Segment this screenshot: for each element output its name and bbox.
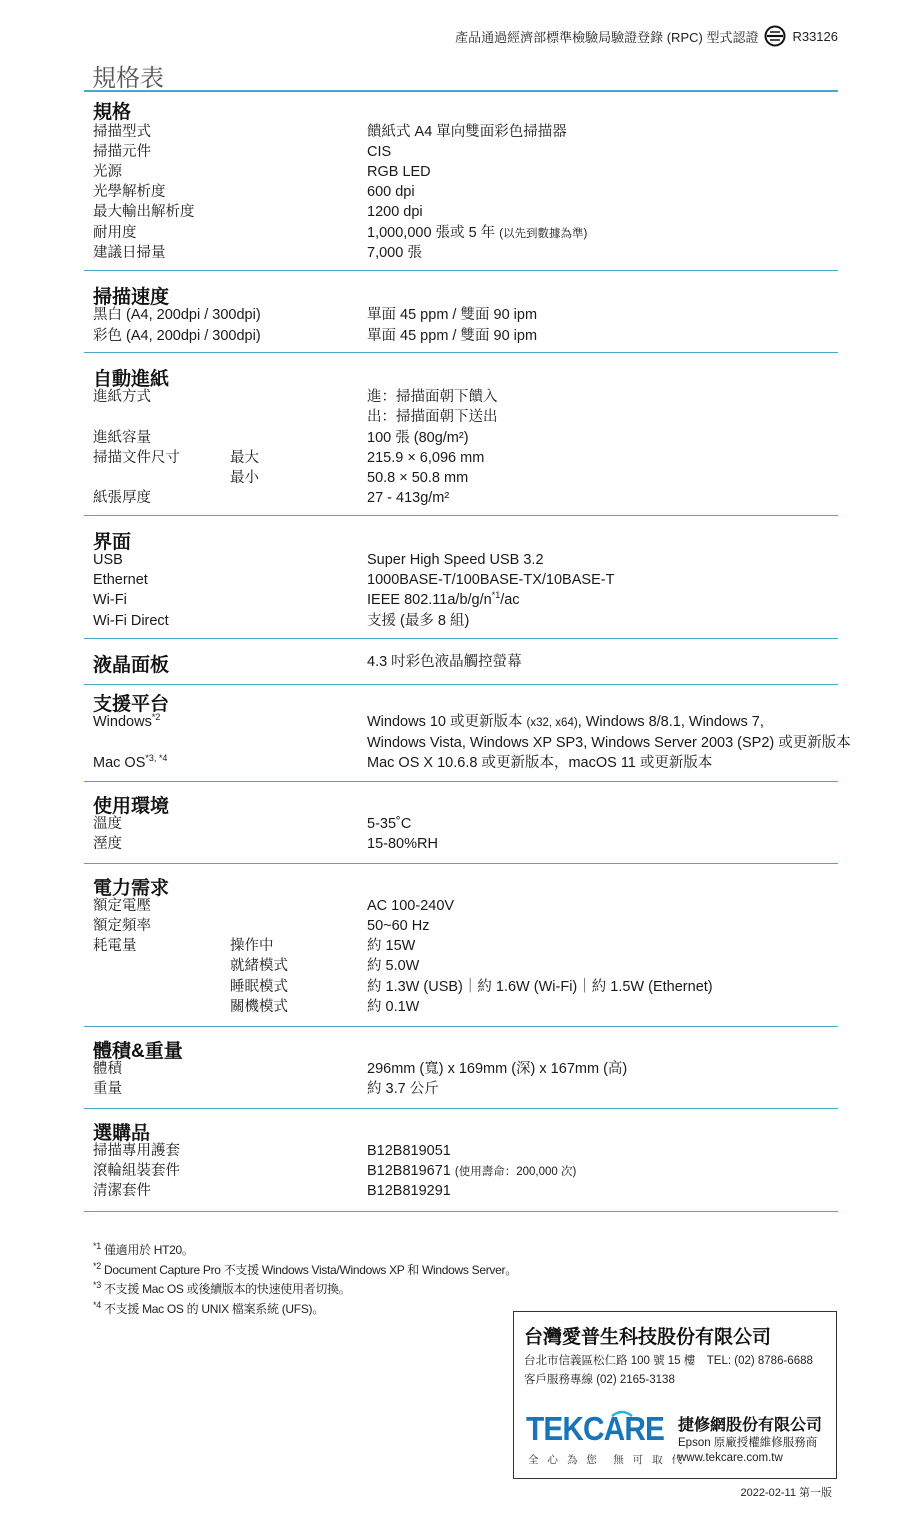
title-bar xyxy=(84,58,838,92)
spec-value: 單面 45 ppm / 雙面 90 ipm xyxy=(367,307,538,323)
windows-label: Windows xyxy=(93,714,152,730)
mac-label: Mac OS xyxy=(93,755,146,771)
durability-note: (以先到數據為準) xyxy=(499,228,588,240)
section-platform xyxy=(84,684,851,782)
spec-label: 光源 xyxy=(93,164,122,180)
edition-date: 2022-02-11 第一版 xyxy=(740,1487,832,1499)
section-title: 掃描速度 xyxy=(93,287,170,308)
section-title: 使用環境 xyxy=(93,796,170,817)
spec-label: Ethernet xyxy=(93,572,148,588)
tekcare-logo-text: TEKCARE xyxy=(526,1410,664,1444)
section-title: 界面 xyxy=(93,532,132,553)
spec-value xyxy=(367,590,520,610)
spec-value: 約 1.3W (USB)｜約 1.6W (Wi-Fi)｜約 1.5W (Ethernet) xyxy=(367,979,713,995)
spec-label: 光學解析度 xyxy=(93,184,166,200)
footnote-mark: *3 xyxy=(93,1280,101,1290)
spec-value: 進：掃描面朝下饋入 xyxy=(367,389,498,405)
footnote xyxy=(93,1280,517,1300)
spec-label: 滾輪組裝套件 xyxy=(93,1163,180,1179)
partner-description: Epson 原廠授權維修服務商 xyxy=(678,1437,818,1449)
spec-label: 額定電壓 xyxy=(93,898,151,914)
spec-label: 重量 xyxy=(93,1081,122,1097)
section-title: 自動進紙 xyxy=(93,369,170,390)
section-title: 電力需求 xyxy=(93,878,170,899)
spec-value: 50~60 Hz xyxy=(367,918,430,934)
footnote-mark: *1 xyxy=(93,1241,101,1251)
roller-value: B12B819671 xyxy=(367,1163,451,1179)
spec-sublabel: 就緒模式 xyxy=(230,958,288,974)
spec-label: 建議日掃量 xyxy=(93,245,166,261)
section-speed xyxy=(84,270,838,353)
section-spec xyxy=(84,92,838,271)
spec-label: 黑白 (A4, 200dpi / 300dpi) xyxy=(93,307,261,323)
spec-label: 進紙方式 xyxy=(93,389,151,405)
windows-value: Windows 10 或更新版本 xyxy=(367,714,527,730)
durability-value: 1,000,000 張或 5 年 xyxy=(367,225,496,241)
footnote-mark: *3, *4 xyxy=(145,753,168,764)
tekcare-slogan: 全 心 為 您 無 可 取 代 xyxy=(528,1454,686,1466)
footnote-mark: *2 xyxy=(151,712,161,723)
section-title: 液晶面板 xyxy=(93,655,170,676)
section-title: 支援平台 xyxy=(93,694,170,715)
spec-label: Wi-Fi Direct xyxy=(93,613,169,629)
footnotes xyxy=(93,1241,517,1319)
bsmi-logo-icon xyxy=(764,25,786,47)
section-environment xyxy=(84,781,838,864)
spec-label: 最大輸出解析度 xyxy=(93,204,195,220)
spec-value: 單面 45 ppm / 雙面 90 ipm xyxy=(367,328,538,344)
spec-value: 27 - 413g/m² xyxy=(367,490,450,506)
spec-value: 50.8 × 50.8 mm xyxy=(367,470,469,486)
spec-value: 15-80%RH xyxy=(367,836,438,852)
windows-value-rest: , Windows 8/8.1, Windows 7, xyxy=(577,714,764,730)
spec-label: 耐用度 xyxy=(93,225,137,241)
rpc-certification xyxy=(455,25,838,47)
spec-label: 進紙容量 xyxy=(93,430,151,446)
spec-value: AC 100-240V xyxy=(367,898,455,914)
section-title: 選購品 xyxy=(93,1123,151,1144)
spec-value: 約 3.7 公斤 xyxy=(367,1081,439,1097)
spec-label: 掃描元件 xyxy=(93,144,151,160)
spec-value: Windows Vista, Windows XP SP3, Windows Server 2003 (SP2) 或更新版本 xyxy=(367,735,851,751)
section-interface xyxy=(84,515,838,639)
spec-label: Wi-Fi xyxy=(93,592,127,608)
section-options xyxy=(84,1108,838,1212)
spec-value: 1200 dpi xyxy=(367,204,423,220)
spec-label: 溼度 xyxy=(93,836,122,852)
wifi-value-ac: /ac xyxy=(500,592,520,608)
footnote-text: 不支援 Mac OS 的 UNIX 檔案系統 (UFS)。 xyxy=(100,1301,324,1316)
spec-value: CIS xyxy=(367,144,392,160)
spec-value: 約 5.0W xyxy=(367,958,420,974)
spec-value: 約 0.1W xyxy=(367,999,420,1015)
footnote-mark: *1 xyxy=(491,590,501,601)
spec-label: 紙張厚度 xyxy=(93,490,151,506)
spec-value: 饋紙式 A4 單向雙面彩色掃描器 xyxy=(367,124,567,140)
spec-label: USB xyxy=(93,552,123,568)
spec-value: 支援 (最多 8 組) xyxy=(367,613,470,629)
roller-note: (使用壽命：200,000 次) xyxy=(454,1166,577,1178)
spec-value: 100 張 (80g/m²) xyxy=(367,430,469,446)
spec-label: 彩色 (A4, 200dpi / 300dpi) xyxy=(93,328,261,344)
spec-label: 掃描文件尺寸 xyxy=(93,450,180,466)
section-power xyxy=(84,863,838,1027)
cert-code: R33126 xyxy=(792,28,838,44)
footnote xyxy=(93,1261,517,1281)
spec-label: 耗電量 xyxy=(93,938,137,954)
footnote-mark: *4 xyxy=(93,1299,101,1310)
spec-value: B12B819291 xyxy=(367,1183,451,1199)
spec-label: 掃描型式 xyxy=(93,124,151,140)
wifi-value: IEEE 802.11a/b/g/n xyxy=(367,592,492,608)
spec-value: 600 dpi xyxy=(367,184,415,200)
windows-arch: (x32, x64) xyxy=(526,717,578,729)
partner-url[interactable]: www.tekcare.com.tw xyxy=(678,1452,783,1464)
spec-sublabel: 關機模式 xyxy=(230,999,288,1015)
footnote-text: 僅適用於 HT20。 xyxy=(100,1243,194,1257)
spec-value: 215.9 × 6,096 mm xyxy=(367,450,485,466)
spec-value xyxy=(367,712,764,733)
spec-sublabel: 最大 xyxy=(230,450,259,466)
spec-label: 溫度 xyxy=(93,816,122,832)
section-adf xyxy=(84,352,838,516)
spec-label: 體積 xyxy=(93,1061,122,1077)
spec-value: Mac OS X 10.6.8 或更新版本，macOS 11 或更新版本 xyxy=(367,755,713,771)
section-dimension xyxy=(84,1026,838,1109)
tekcare-logo xyxy=(526,1410,666,1444)
spec-sublabel: 操作中 xyxy=(230,938,274,954)
spec-label: 清潔套件 xyxy=(93,1183,151,1199)
spec-value: 4.3 吋彩色液晶觸控螢幕 xyxy=(367,654,522,670)
spec-value xyxy=(367,1161,576,1182)
section-title: 體積&重量 xyxy=(93,1041,183,1062)
company-info-box xyxy=(513,1311,837,1479)
cert-text: 產品通過經濟部標準檢驗局驗證登錄 (RPC) 型式認證 xyxy=(455,29,759,45)
spec-value: Super High Speed USB 3.2 xyxy=(367,552,544,568)
footnote xyxy=(93,1300,517,1320)
footnote xyxy=(93,1241,517,1261)
partner-name: 捷修網股份有限公司 xyxy=(678,1417,823,1434)
spec-value: B12B819051 xyxy=(367,1143,451,1159)
section-lcd xyxy=(84,638,838,685)
spec-label: 掃描專用護套 xyxy=(93,1143,180,1159)
spec-value: 296mm (寬) x 169mm (深) x 167mm (高) xyxy=(367,1061,628,1077)
page-title: 規格表 xyxy=(92,65,164,92)
company-service-line: 客戶服務專線 (02) 2165-3138 xyxy=(524,1374,675,1386)
spec-sublabel: 最小 xyxy=(230,470,259,486)
company-name: 台灣愛普生科技股份有限公司 xyxy=(524,1327,772,1348)
spec-label xyxy=(93,712,160,732)
spec-value: 1000BASE-T/100BASE-TX/10BASE-T xyxy=(367,572,615,588)
spec-value: 7,000 張 xyxy=(367,245,422,261)
spec-value: 出：掃描面朝下送出 xyxy=(367,409,498,425)
company-address: 台北市信義區松仁路 100 號 15 樓 TEL: (02) 8786-6688 xyxy=(524,1355,813,1367)
spec-label: 額定頻率 xyxy=(93,918,151,934)
spec-label xyxy=(93,753,167,773)
spec-value: 5-35˚C xyxy=(367,816,412,832)
footnote-text: Document Capture Pro 不支援 Windows Vista/Windows XP 和 Windows Server。 xyxy=(100,1262,517,1277)
spec-value: 約 15W xyxy=(367,938,416,954)
spec-value xyxy=(367,223,587,244)
spec-value: RGB LED xyxy=(367,164,431,180)
footnote-mark: *2 xyxy=(93,1260,101,1271)
section-title: 規格 xyxy=(93,102,132,123)
spec-sublabel: 睡眠模式 xyxy=(230,979,288,995)
footnote-text: 不支援 Mac OS 或後續版本的快速使用者切換。 xyxy=(100,1282,351,1296)
